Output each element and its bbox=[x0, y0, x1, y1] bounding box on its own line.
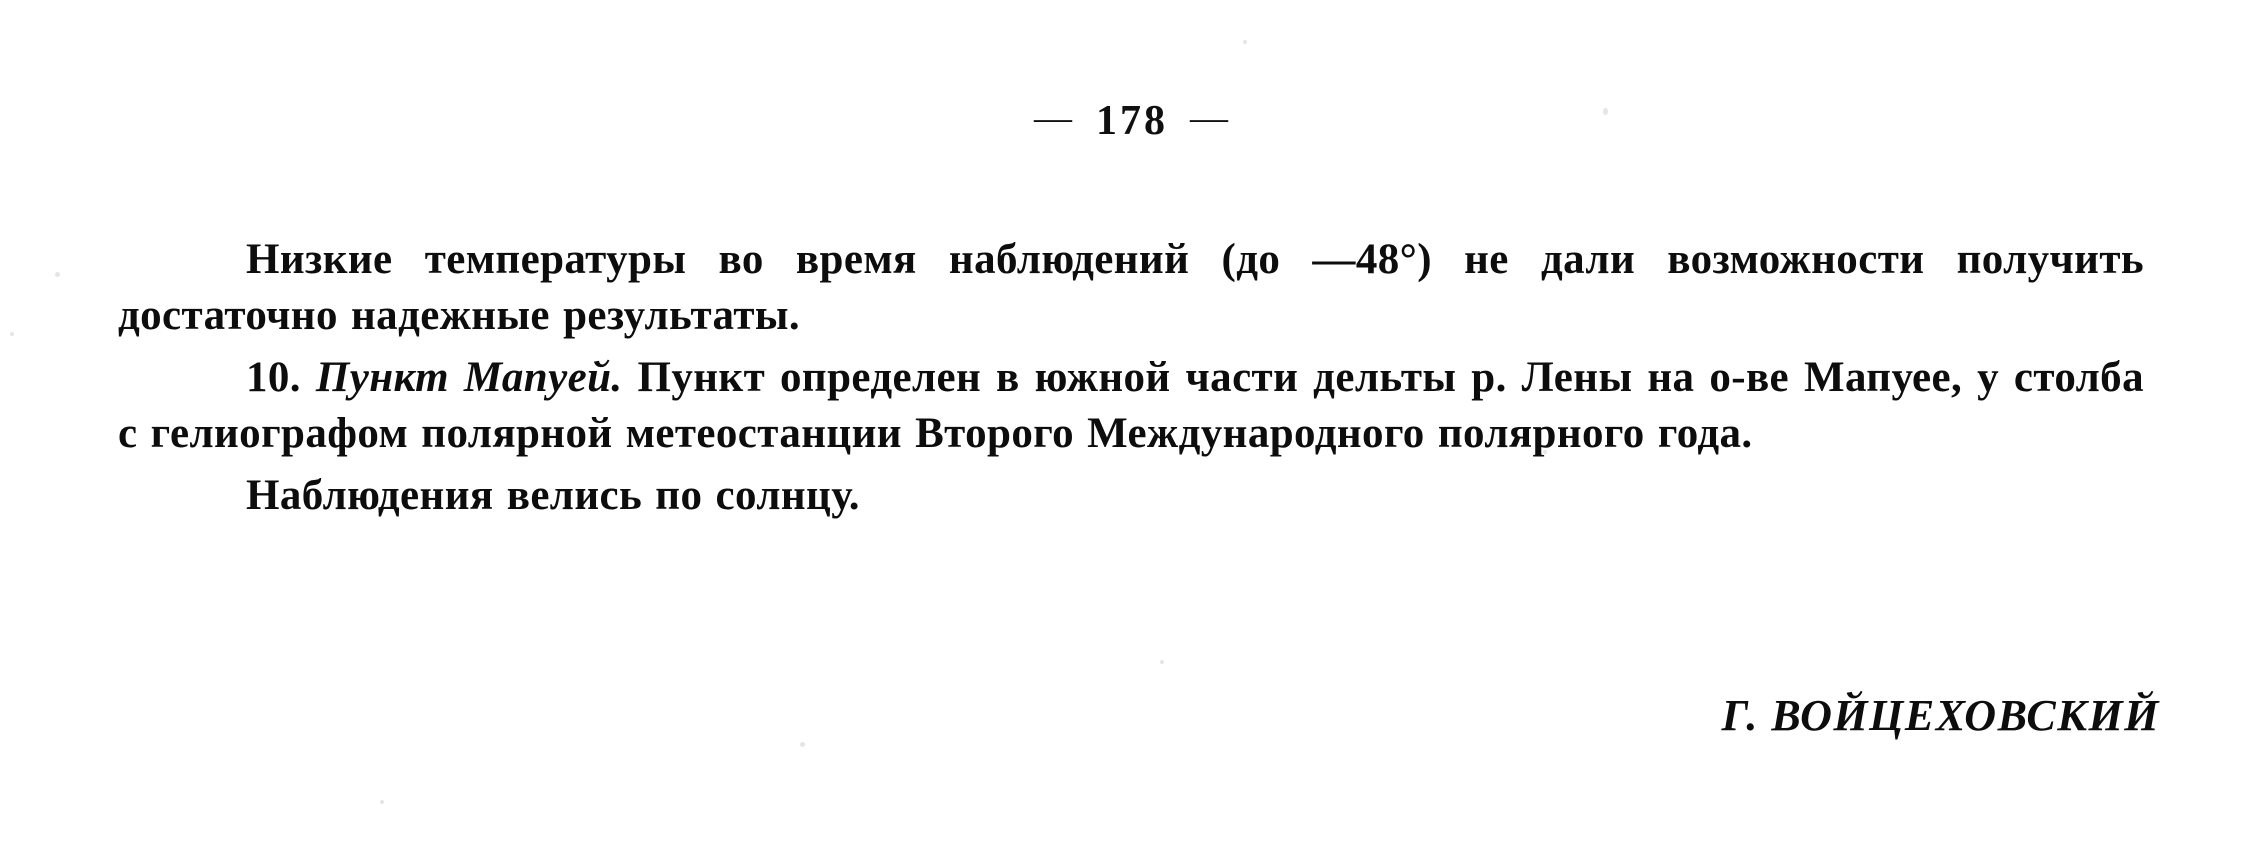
scan-speck bbox=[1243, 40, 1247, 44]
page-number-header bbox=[0, 96, 2264, 145]
paragraph-item-number: 10. bbox=[246, 353, 301, 401]
page-number-dash-right: — bbox=[1190, 97, 1230, 139]
paragraph-temperatures bbox=[118, 232, 2144, 344]
page-number: 178 bbox=[1096, 98, 1168, 144]
body-text bbox=[118, 232, 2144, 529]
paragraph-item-title: Пункт Мапуей. bbox=[315, 353, 623, 401]
scan-speck bbox=[55, 272, 60, 277]
paragraph-punkt-mapuey bbox=[118, 350, 2144, 462]
scan-speck bbox=[1160, 660, 1164, 664]
paragraph-temperatures-text: Низкие температуры во время наблюдений (до —48°) не дали возможности получить достаточно надежные результаты. bbox=[118, 236, 2144, 339]
scan-speck bbox=[800, 742, 805, 747]
page-number-dash-left: — bbox=[1034, 97, 1074, 139]
scan-speck bbox=[10, 332, 14, 336]
paragraph-observations bbox=[118, 468, 2144, 524]
author-signature: Г. ВОЙЦЕХОВСКИЙ bbox=[1721, 691, 2160, 740]
paragraph-observations-text: Наблюдения велись по солнцу. bbox=[246, 471, 860, 519]
paragraph-punkt-mapuey-text: Пункт определен в южной части дельты р. Лены на о-ве Мапуее, у столба с гелиографом полярной метеостанции Второго Международного полярного года. bbox=[118, 353, 2144, 457]
scan-speck bbox=[380, 800, 384, 804]
